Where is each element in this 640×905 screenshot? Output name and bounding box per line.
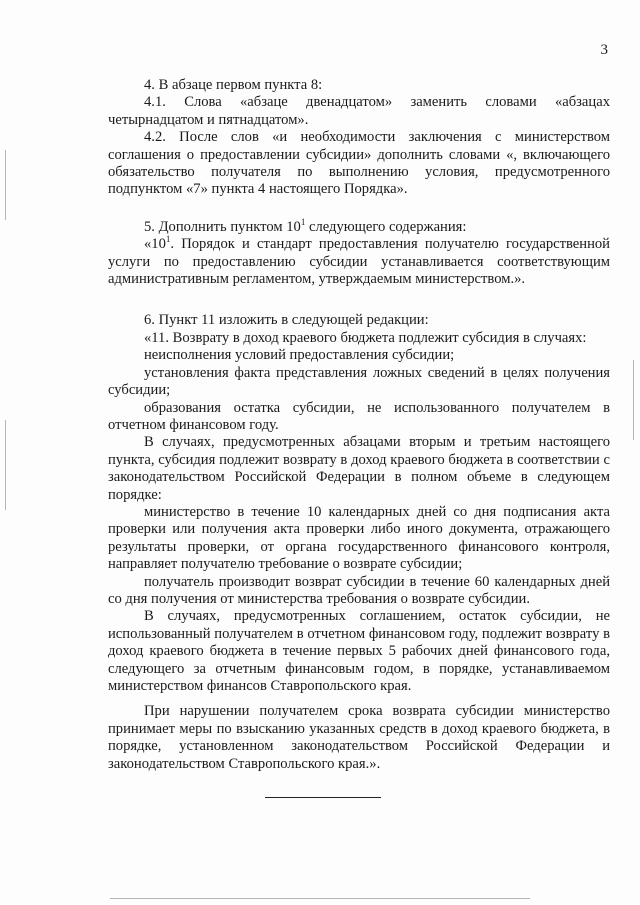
page-number: 3 [600, 42, 608, 58]
paragraph-6-return-order: В случаях, предусмотренных абзацами вторым и третьим настоящего пункта, субсидия подлежит возврату в доход краевого бюджета в соответствии с законодательством Российской Федерации в полном объеме в следующем порядке: [108, 434, 610, 503]
paragraph-6-recipient-step: получатель производит возврат субсидии в течение 60 календарных дней со дня получения от министерства требования о возврате субсидии. [108, 573, 610, 607]
scan-mark-left-2 [5, 420, 6, 510]
paragraph-5-heading-tail: следующего содержания: [305, 218, 467, 235]
paragraph-6-point-11: «11. Возврату в доход краевого бюджета подлежит субсидия в случаях: [144, 329, 587, 346]
document-body [108, 77, 610, 773]
paragraph-6-violation: При нарушении получателем срока возврата субсидии министерство принимает меры по взысканию указанных средств в доход краевого бюджета, в порядке, установленном законодательством Российской Федерации и законодательством Ставропольского края.». [108, 703, 610, 772]
paragraph-6-heading: 6. Пункт 11 изложить в следующей редакции: [144, 312, 429, 329]
paragraph-5-text-superscript: 1 [165, 234, 171, 245]
closing-rule [265, 797, 381, 798]
paragraph-6-remainder: В случаях, предусмотренных соглашением, остаток субсидии, не использованный получателем в отчетном финансовом году, подлежит возврату в доход краевого бюджета в течение первых 5 рабочих дней финансового года, следующего за отчетным финансовым годом, в порядке, устанавливаемом министерством финансов Ставропольского края. [108, 608, 610, 694]
paragraph-4-heading: 4. В абзаце первом пункта 8: [144, 77, 323, 93]
paragraph-5-text-start: «10 [144, 236, 166, 253]
paragraph-6-case-1: неисполнения условий предоставления субсидии; [144, 347, 455, 364]
paragraph-4-1: 4.1. Слова «абзаце двенадцатом» заменить словами «абзацах четырнадцатом и пятнадцатом». [108, 94, 610, 128]
scan-mark-bottom [110, 898, 530, 899]
scan-mark-left [5, 150, 6, 220]
paragraph-5-text [108, 236, 610, 288]
paragraph-4-2: 4.2. После слов «и необходимости заключения с министерством соглашения о предоставлении субсидии» дополнить словами «, включающего обязательство получателя по выполнению условия, предусмотренного подпунктом «7» пункта 4 настоящего Порядка». [108, 129, 610, 198]
scan-mark-right [633, 360, 634, 440]
paragraph-5-text-body: . Порядок и стандарт предоставления получателю государственной услуги по предоставлению субсидии устанавливается соответствующим административным регламентом, утверждаемым министерством.». [108, 236, 610, 288]
paragraph-6-case-3: образования остатка субсидии, не использованного получателем в отчетном финансовом году. [108, 399, 610, 433]
paragraph-6-case-2: установления факта представления ложных сведений в целях получения субсидии; [108, 364, 610, 399]
paragraph-5-heading-text: 5. Дополнить пунктом 10 [144, 218, 301, 235]
paragraph-6-ministry-step: министерство в течение 10 календарных дней со дня подписания акта проверки или получения акта проверки либо иного документа, отражающего результаты проверки, от органа государственного финансового контроля, направляет получателю требование о возврате субсидии; [108, 503, 610, 573]
paragraph-5-heading [108, 216, 610, 236]
paragraph-5-heading-superscript: 1 [300, 216, 306, 227]
